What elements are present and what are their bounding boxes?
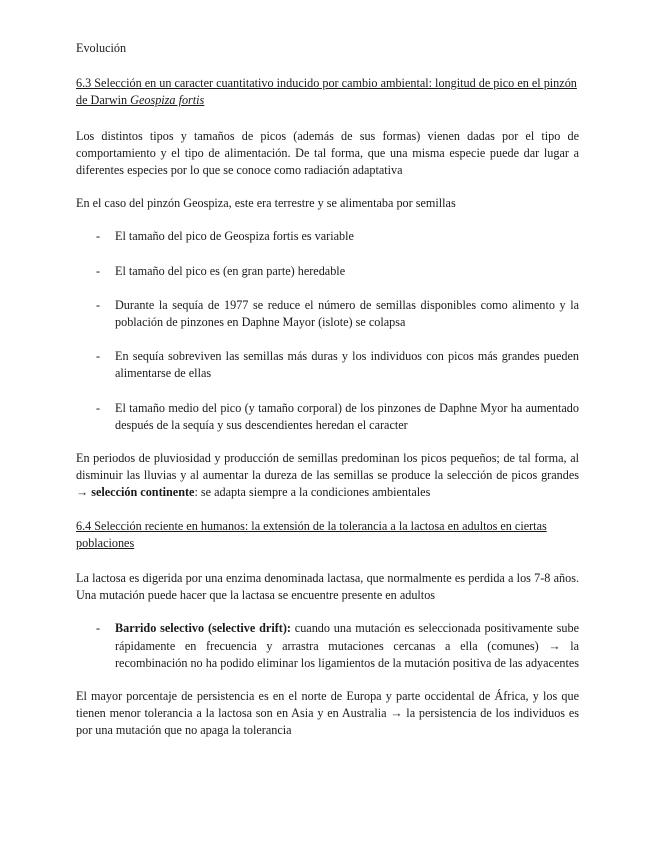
dash-bullet: - <box>96 349 101 364</box>
list-item <box>76 620 579 672</box>
list-item <box>76 228 579 245</box>
section-6-3-heading-main: 6.3 Selección en un caracter cuantitativo inducido por cambio ambiental: longitud de pico en el pinzón de Darwin <box>76 76 577 108</box>
list-item <box>76 297 579 331</box>
section-6-4-heading: 6.4 Selección reciente en humanos: la extensión de la tolerancia a la lactosa en adultos en ciertas poblaciones <box>76 518 547 550</box>
list-item <box>76 263 579 280</box>
species-name: Geospiza fortis <box>130 93 205 108</box>
paragraph-3-end: : se adapta siempre a la condiciones ambientales <box>194 485 431 500</box>
section-6-3-paragraph-2: En el caso del pinzón Geospiza, este era terrestre y se alimentaba por semillas <box>76 196 456 211</box>
selection-type-term: selección continente <box>91 485 195 500</box>
dash-bullet: - <box>96 400 101 415</box>
list-item-text: El tamaño del pico de Geospiza fortis es variable <box>115 229 354 244</box>
dash-bullet: - <box>96 621 101 636</box>
section-6-4-paragraph-1: La lactosa es digerida por una enzima denominada lactasa, que normalmente es perdida a los 7-8 años. Una mutación puede hacer que la lactasa se encuentre presente en adultos <box>76 571 579 603</box>
section-6-3-heading <box>76 75 579 109</box>
list-item-text: En sequía sobreviven las semillas más duras y los individuos con picos más grandes pueden alimentarse de ellas <box>115 349 579 381</box>
section-6-3-paragraph-1: Los distintos tipos y tamaños de picos (además de sus formas) vienen dadas por el tipo de comportamiento y el tipo de alimentación. De tal forma, que una misma especie puede dar lugar a diferentes especies por lo que se conoce como radiación adaptativa <box>76 128 579 178</box>
list-item <box>76 400 579 434</box>
list-item-text: Durante la sequía de 1977 se reduce el número de semillas disponibles como alimento y la población de pinzones en Daphne Mayor (islote) se colapsa <box>115 297 579 330</box>
list-item <box>76 348 579 382</box>
section-6-4-paragraph-2: El mayor porcentaje de persistencia es en el norte de Europa y parte occidental de África, y los que tienen menor tolerancia a la lactosa son en Asia y en Australia → la persistencia de los individuos es por una mutación que no apaga la tolerancia <box>76 689 579 738</box>
list-item-text: El tamaño medio del pico (y tamaño corporal) de los pinzones de Daphne Myor ha aumentado después de la sequía y sus descendientes heredan el caracter <box>115 400 579 432</box>
dash-bullet: - <box>96 229 101 244</box>
dash-bullet: - <box>96 263 101 278</box>
page-header: Evolución <box>76 41 127 55</box>
section-6-4-bullet-list <box>76 620 579 672</box>
selective-sweep-term: Barrido selectivo (selective drift): <box>115 621 291 636</box>
paragraph-3-start: En periodos de pluviosidad y producción de semillas predominan los picos pequeños; de tal forma, al disminuir las lluvias y al aumentar la dureza de las semillas se produce la selección de picos grandes → <box>76 451 579 500</box>
dash-bullet: - <box>96 297 101 312</box>
list-item-text: cuando una mutación es seleccionada positivamente sube rápidamente en frecuencia y arrastra mutaciones cercanas a ella (comunes) → la recombinación no ha podido eliminar los ligamientos de la mutación positiva de las adyacentes <box>115 621 580 670</box>
section-6-3-paragraph-3 <box>76 450 579 502</box>
section-6-3-bullet-list <box>76 228 579 434</box>
list-item-text: El tamaño del pico es (en gran parte) heredable <box>115 263 346 278</box>
